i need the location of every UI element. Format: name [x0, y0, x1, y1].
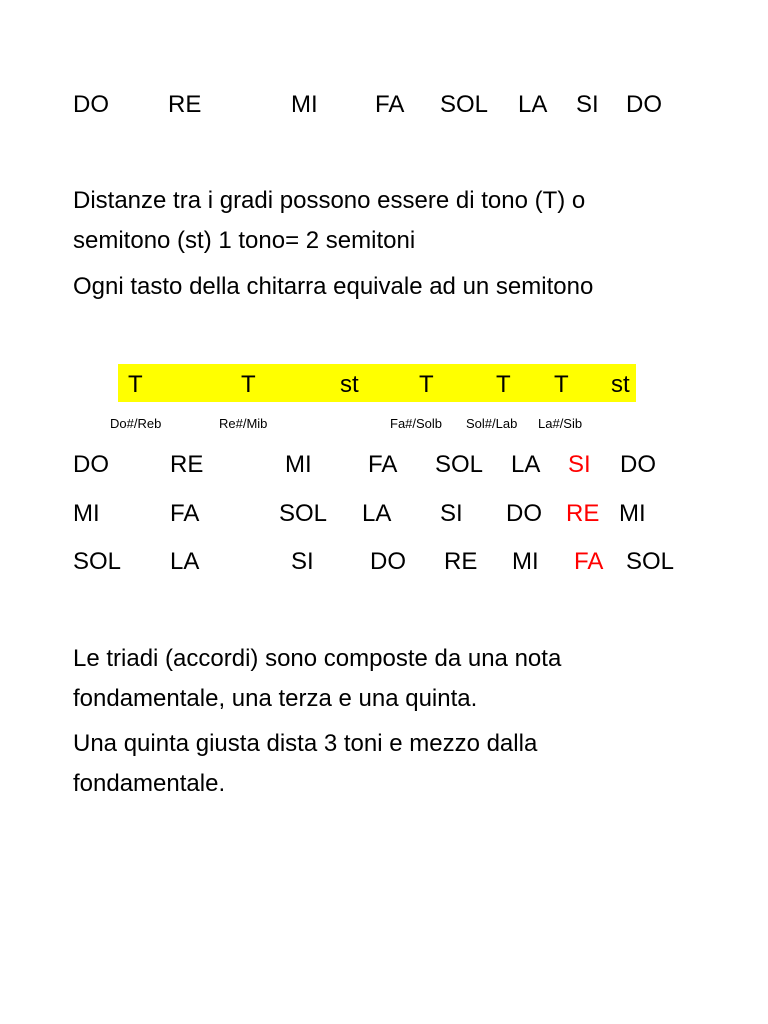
note: SOL	[440, 91, 489, 118]
note: SOL	[435, 451, 484, 478]
paragraph-line: fondamentale, una terza e una quinta.	[73, 685, 478, 712]
note-highlighted: SI	[568, 451, 591, 478]
note: SI	[576, 91, 599, 118]
note: MI	[512, 548, 539, 575]
note: LA	[362, 500, 392, 527]
paragraph-fret	[73, 267, 593, 307]
paragraph-triads	[73, 639, 561, 719]
note: SI	[440, 500, 463, 527]
note: RE	[168, 91, 202, 118]
interval: T	[128, 371, 143, 398]
note: FA	[375, 91, 405, 118]
note: DO	[73, 91, 109, 118]
accidental: La#/Sib	[538, 416, 583, 431]
note: DO	[370, 548, 406, 575]
note: LA	[170, 548, 200, 575]
paragraph-line: Ogni tasto della chitarra equivale ad un semitono	[73, 273, 594, 300]
accidental: Sol#/Lab	[466, 416, 518, 431]
note: MI	[285, 451, 312, 478]
interval: T	[241, 371, 256, 398]
interval: T	[419, 371, 434, 398]
note: SOL	[279, 500, 328, 527]
paragraph-line: Distanze tra i gradi possono essere di tono (T) o	[73, 187, 586, 214]
note: DO	[626, 91, 662, 118]
note: DO	[73, 451, 109, 478]
note: SOL	[73, 548, 122, 575]
paragraph-line: semitono (st) 1 tono= 2 semitoni	[73, 227, 416, 254]
note: DO	[620, 451, 656, 478]
note-highlighted: RE	[566, 500, 600, 527]
note: MI	[73, 500, 100, 527]
paragraph-line: Una quinta giusta dista 3 toni e mezzo dalla	[73, 730, 538, 757]
note: RE	[444, 548, 478, 575]
note: DO	[506, 500, 542, 527]
interval: st	[340, 371, 359, 398]
note: RE	[170, 451, 204, 478]
paragraph-line: Le triadi (accordi) sono composte da una nota	[73, 645, 562, 672]
interval: st	[611, 371, 630, 398]
accidental: Do#/Reb	[110, 416, 162, 431]
note: LA	[518, 91, 548, 118]
note: FA	[368, 451, 398, 478]
note: MI	[619, 500, 646, 527]
note: MI	[291, 91, 318, 118]
paragraph-line: fondamentale.	[73, 770, 226, 797]
note: LA	[511, 451, 541, 478]
paragraph-intervals	[73, 181, 585, 261]
interval: T	[554, 371, 569, 398]
note: SOL	[626, 548, 675, 575]
note-highlighted: FA	[574, 548, 604, 575]
note: SI	[291, 548, 314, 575]
paragraph-fifth	[73, 724, 537, 804]
accidental: Re#/Mib	[219, 416, 268, 431]
accidental: Fa#/Solb	[390, 416, 443, 431]
interval: T	[496, 371, 511, 398]
note: FA	[170, 500, 200, 527]
